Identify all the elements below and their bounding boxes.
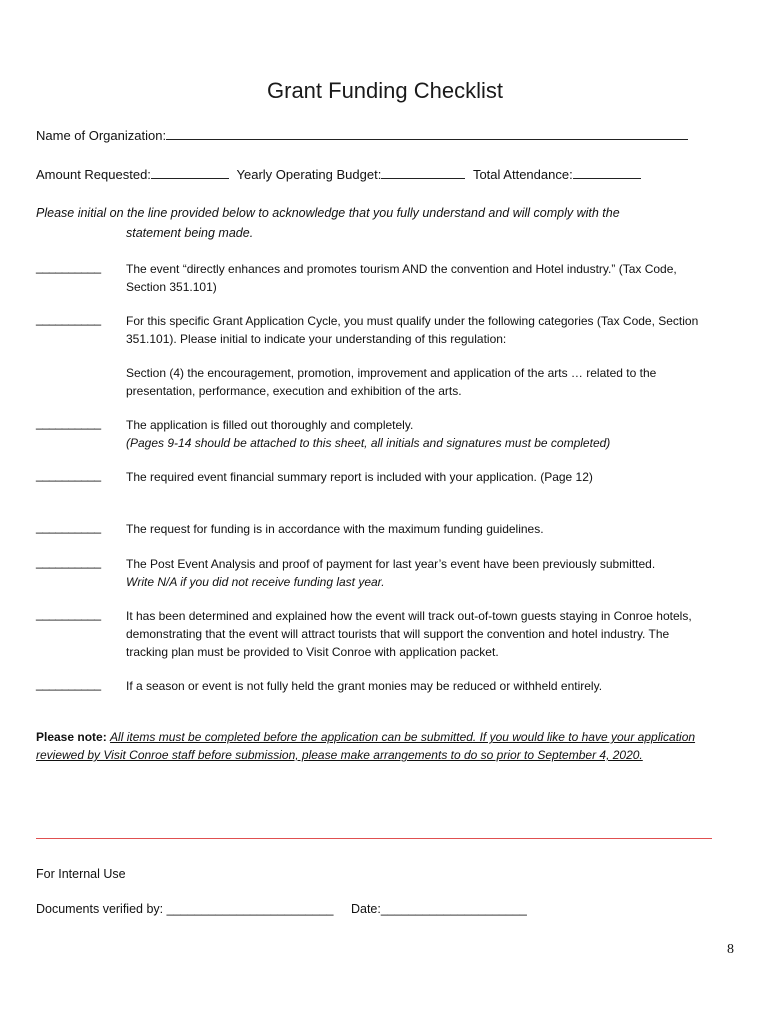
item-text-line: (Pages 9-14 should be attached to this sheet, all initials and signatures must be completed) bbox=[126, 436, 611, 450]
item-text-line: demonstrating that the event will attract tourists that will support the convention and hotel industry. The bbox=[126, 627, 670, 641]
item-text bbox=[126, 677, 736, 695]
item-text-line: Write N/A if you did not receive funding last year. bbox=[126, 575, 385, 589]
item-text-line: tracking plan must be provided to Visit Conroe with application packet. bbox=[126, 645, 499, 659]
page-title: Grant Funding Checklist bbox=[267, 78, 503, 103]
page-number: 8 bbox=[727, 942, 734, 957]
initial-line[interactable]: __________ bbox=[36, 677, 101, 691]
initial-line[interactable]: __________ bbox=[36, 260, 101, 274]
verified-by-blank[interactable]: ________________________ bbox=[166, 902, 334, 916]
note-label: Please note: bbox=[36, 730, 107, 744]
budget-label: Yearly Operating Budget: bbox=[236, 167, 382, 182]
item-text bbox=[126, 312, 736, 348]
initial-line[interactable]: __________ bbox=[36, 468, 101, 482]
item-text-line: The event “directly enhances and promotes tourism AND the convention and Hotel industry.” (Tax Code, bbox=[126, 262, 677, 276]
note-text-1: All items must be completed before the application can be submitted. If you would like to have your application bbox=[110, 730, 696, 744]
item-text bbox=[126, 468, 736, 486]
attendance-blank[interactable] bbox=[573, 166, 641, 179]
item-text-line: 351.101). Please initial to indicate your understanding of this regulation: bbox=[126, 332, 507, 346]
divider-line bbox=[36, 838, 712, 839]
item-text bbox=[126, 416, 736, 452]
item-text-line: Section (4) the encouragement, promotion, improvement and application of the arts … related to the bbox=[126, 366, 657, 380]
initial-line[interactable]: __________ bbox=[36, 416, 101, 430]
item-text-line: The Post Event Analysis and proof of payment for last year’s event have been previously submitted. bbox=[126, 557, 656, 571]
item-text-line: Section 351.101) bbox=[126, 280, 217, 294]
organization-blank[interactable] bbox=[166, 127, 688, 140]
instructions bbox=[36, 203, 736, 243]
initial-line[interactable]: __________ bbox=[36, 312, 101, 326]
item-text bbox=[126, 520, 736, 538]
item-text-line: If a season or event is not fully held the grant monies may be reduced or withheld entirely. bbox=[126, 679, 603, 693]
organization-field bbox=[36, 127, 688, 143]
initial-line[interactable]: __________ bbox=[36, 555, 101, 569]
initial-line[interactable]: __________ bbox=[36, 607, 101, 621]
date-label: Date: bbox=[350, 902, 381, 916]
item-text-line: The request for funding is in accordance with the maximum funding guidelines. bbox=[126, 522, 544, 536]
organization-label: Name of Organization: bbox=[36, 128, 167, 143]
item-text-line: It has been determined and explained how the event will track out-of-town guests staying in Conroe hotels, bbox=[126, 609, 692, 623]
item-text bbox=[126, 260, 736, 296]
amounts-row bbox=[36, 166, 641, 182]
item-text bbox=[126, 555, 736, 591]
item-text bbox=[126, 364, 736, 400]
instructions-line-2: statement being made. bbox=[126, 226, 254, 240]
date-blank[interactable]: _____________________ bbox=[380, 902, 527, 916]
initial-line[interactable]: __________ bbox=[36, 520, 101, 534]
budget-blank[interactable] bbox=[381, 166, 465, 179]
item-text bbox=[126, 607, 736, 661]
verification-row bbox=[36, 902, 527, 916]
verified-by-label: Documents verified by: bbox=[36, 902, 164, 916]
attendance-label: Total Attendance: bbox=[472, 167, 573, 182]
instructions-line-1: Please initial on the line provided below to acknowledge that you fully understand and will comply with the bbox=[36, 206, 620, 220]
amount-label: Amount Requested: bbox=[36, 167, 151, 182]
item-text-line: The application is filled out thoroughly and completely. bbox=[126, 418, 414, 432]
submission-note bbox=[36, 728, 736, 764]
amount-blank[interactable] bbox=[151, 166, 229, 179]
note-text-2: reviewed by Visit Conroe staff before submission, please make arrangements to do so prior to September 4, 2020. bbox=[36, 748, 643, 762]
internal-use-heading: For Internal Use bbox=[36, 867, 126, 881]
item-text-line: The required event financial summary report is included with your application. (Page 12) bbox=[126, 470, 593, 484]
item-text-line: presentation, performance, execution and exhibition of the arts. bbox=[126, 384, 462, 398]
item-text-line: For this specific Grant Application Cycle, you must qualify under the following categories (Tax Code, Section bbox=[126, 314, 699, 328]
